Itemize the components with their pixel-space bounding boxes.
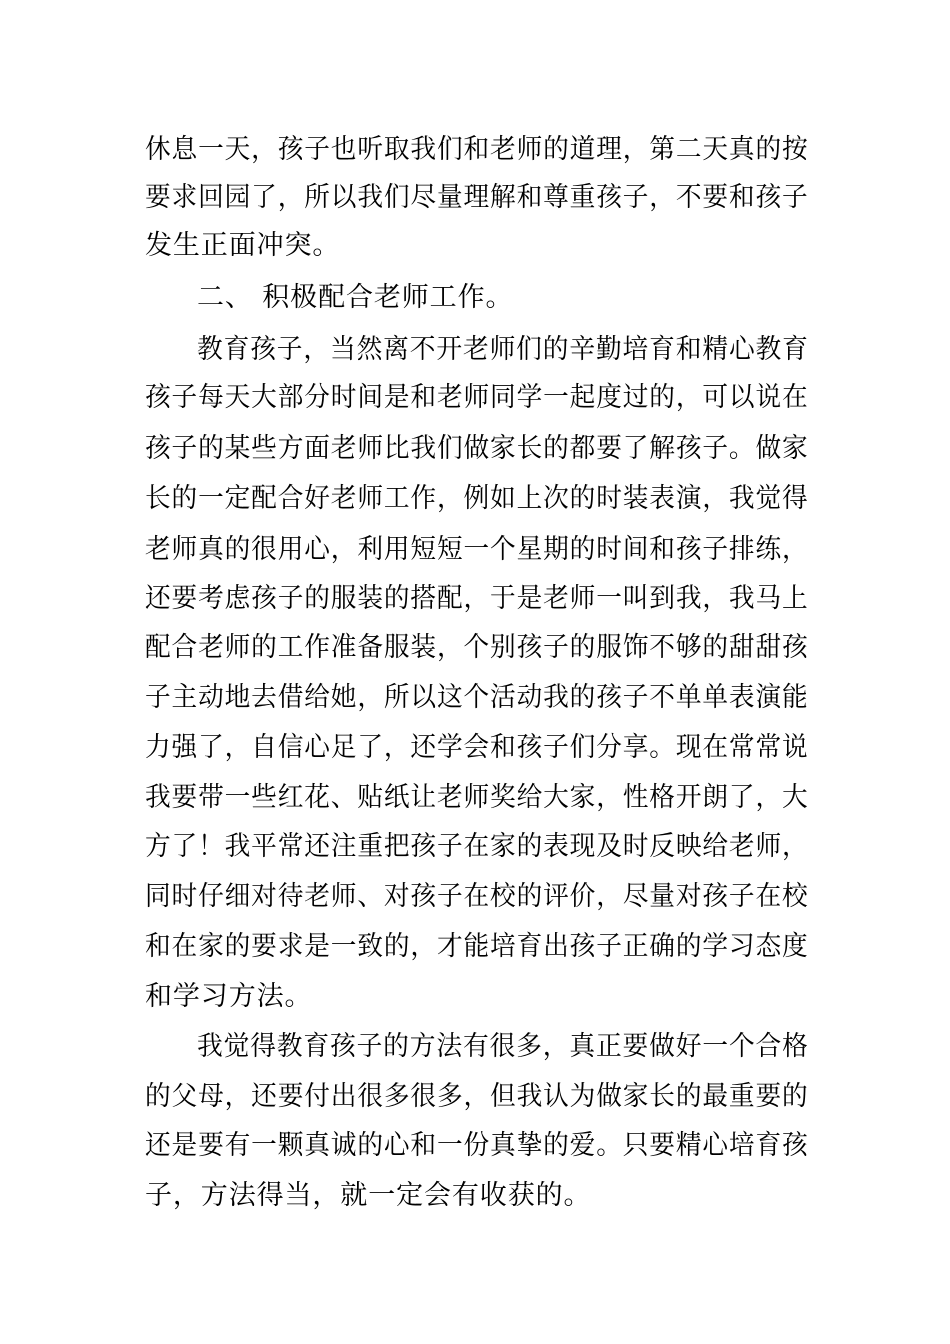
- paragraph-first-line: 我觉得教育孩子的方法有很多，真正要做好一个合格: [197, 1031, 809, 1062]
- text-line: 子主动地去借给她，所以这个活动我的孩子不单单表演能: [145, 682, 809, 713]
- text-line: 要求回园了，所以我们尽量理解和尊重孩子，不要和孩子: [145, 182, 809, 213]
- text-line: 长的一定配合好老师工作，例如上次的时装表演，我觉得: [145, 483, 809, 514]
- text-line: 方了！我平常还注重把孩子在家的表现及时反映给老师，: [145, 831, 809, 862]
- text-line: 和在家的要求是一致的，才能培育出孩子正确的学习态度: [145, 931, 809, 962]
- text-line: 休息一天，孩子也听取我们和老师的道理，第二天真的按: [145, 134, 809, 165]
- text-line: 同时仔细对待老师、对孩子在校的评价，尽量对孩子在校: [145, 881, 809, 912]
- text-line: 老师真的很用心，利用短短一个星期的时间和孩子排练，: [145, 534, 809, 565]
- text-line: 孩子每天大部分时间是和老师同学一起度过的，可以说在: [145, 382, 809, 413]
- text-line: 的父母，还要付出很多很多，但我认为做家长的最重要的: [145, 1081, 809, 1112]
- text-line: 孩子的某些方面老师比我们做家长的都要了解孩子。做家: [145, 433, 809, 464]
- text-line: 力强了，自信心足了，还学会和孩子们分享。现在常常说: [145, 732, 809, 763]
- paragraph-first-line: 教育孩子，当然离不开老师们的辛勤培育和精心教育: [197, 334, 809, 365]
- text-line: 还是要有一颗真诚的心和一份真挚的爱。只要精心培育孩: [145, 1130, 809, 1161]
- text-line: 还要考虑孩子的服装的搭配，于是老师一叫到我，我马上: [145, 583, 809, 614]
- text-line: 子，方法得当，就一定会有收获的。: [145, 1180, 592, 1211]
- text-line: 配合老师的工作准备服装，个别孩子的服饰不够的甜甜孩: [145, 632, 809, 663]
- text-line: 发生正面冲突。: [145, 230, 341, 261]
- text-line: 和学习方法。: [145, 981, 313, 1012]
- section-heading: 二、 积极配合老师工作。: [197, 282, 514, 313]
- text-line: 我要带一些红花、贴纸让老师奖给大家，性格开朗了，大: [145, 782, 809, 813]
